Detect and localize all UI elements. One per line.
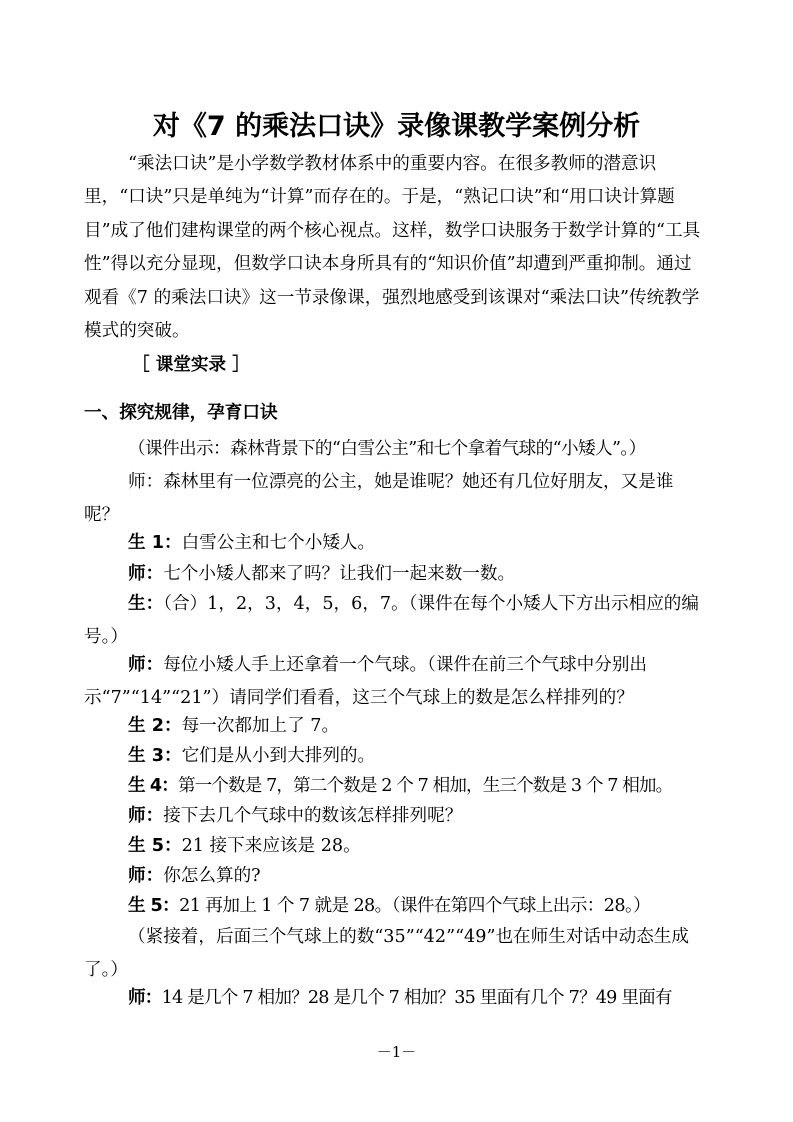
speaker-label: 师：: [128, 564, 164, 584]
transcript-line: [84, 890, 704, 923]
speaker-label: 生：: [128, 594, 164, 614]
transcript-line: [84, 433, 704, 466]
speaker-label: 生 5：: [128, 836, 182, 856]
transcript-line: [84, 921, 704, 988]
transcript-line: [84, 860, 704, 893]
line-text: 白雪公主和七个小矮人。: [181, 533, 376, 553]
speaker-label: 生 3：: [128, 746, 182, 766]
line-text: 21 接下来应该是 28。: [181, 836, 361, 856]
transcript-line: [84, 649, 704, 716]
transcript-line: [84, 466, 704, 533]
page-number: －1－: [376, 1043, 417, 1061]
speaker-label: 师：: [128, 988, 162, 1008]
line-text: 你怎么算的?: [163, 866, 261, 886]
document-title: 对《7 的乘法口诀》录像课教学案例分析: [152, 111, 641, 142]
speaker-label: 师：: [128, 806, 164, 826]
transcript-line: [84, 588, 704, 655]
line-text: （课件出示：森林背景下的“白雪公主”和七个拿着气球的“小矮人”。）: [128, 439, 646, 459]
line-text: 师：森林里有一位漂亮的公主，她是谁呢？她还有几位好朋友，又是谁呢？: [84, 472, 674, 526]
speaker-label: 生 2：: [128, 716, 182, 736]
line-text: 接下去几个气球中的数该怎样排列呢？: [163, 806, 463, 826]
line-text: （紧接着，后面三个气球上的数“35”“42”“49”也在师生对话中动态生成了。）: [84, 927, 689, 981]
line-text: 每位小矮人手上还拿着一个气球。（课件在前三个气球中分别出示“7”“14”“21”）请同学们看看，这三个气球上的数是怎么样排列的？: [84, 655, 648, 709]
section-heading: ［ 课堂实录 ］: [132, 355, 250, 375]
intro-paragraph: “乘法口诀”是小学数学教材体系中的重要内容。在很多教师的潜意识里，“口诀”只是单纯为“计算”而存在的。于是，“熟记口诀”和“用口诀计算题目”成了他们建构课堂的两个核心视点。这样，数学口诀服务于数学计算的“工具性”得以充分显现，但数学口诀本身所具有的“知识价值”却遭到严重抑制。通过观看《7 的乘法口诀》这一节录像课，强烈地感受到该课对“乘法口诀”传统教学模式的突破。: [84, 154, 701, 342]
transcript-line: [84, 558, 704, 591]
line-text: 21 再加上 1 个 7 就是 28。（课件在第四个气球上出示：28。）: [179, 896, 651, 916]
speaker-label: 师：: [128, 866, 164, 886]
transcript-line: [84, 800, 704, 833]
transcript-line: [84, 740, 704, 773]
subheading: 一、探究规律，孕育口诀: [84, 403, 278, 423]
transcript-line: [84, 830, 704, 863]
line-text: 14 是几个 7 相加？28 是几个 7 相加？35 里面有几个 7？49 里面有: [161, 988, 672, 1008]
line-text: 它们是从小到大排列的。: [181, 746, 376, 766]
transcript-line: [84, 770, 704, 803]
line-text: 每一次都加上了 7。: [181, 716, 340, 736]
speaker-label: 生 4：: [128, 776, 178, 796]
line-text: 第一个数是 7，第二个数是 2 个 7 相加，生三个数是 3 个 7 相加。: [177, 776, 673, 796]
speaker-label: 生 1：: [128, 533, 182, 553]
transcript-line: [84, 710, 704, 743]
line-text: （合）1，2，3，4，5，6，7。（课件在每个小矮人下方出示相应的编号。）: [84, 594, 699, 648]
line-text: 七个小矮人都来了吗？让我们一起来数一数。: [163, 564, 516, 584]
transcript-line: [84, 527, 704, 560]
transcript-line: [84, 982, 704, 1015]
speaker-label: 师：: [128, 655, 164, 675]
speaker-label: 生 5：: [128, 896, 180, 916]
